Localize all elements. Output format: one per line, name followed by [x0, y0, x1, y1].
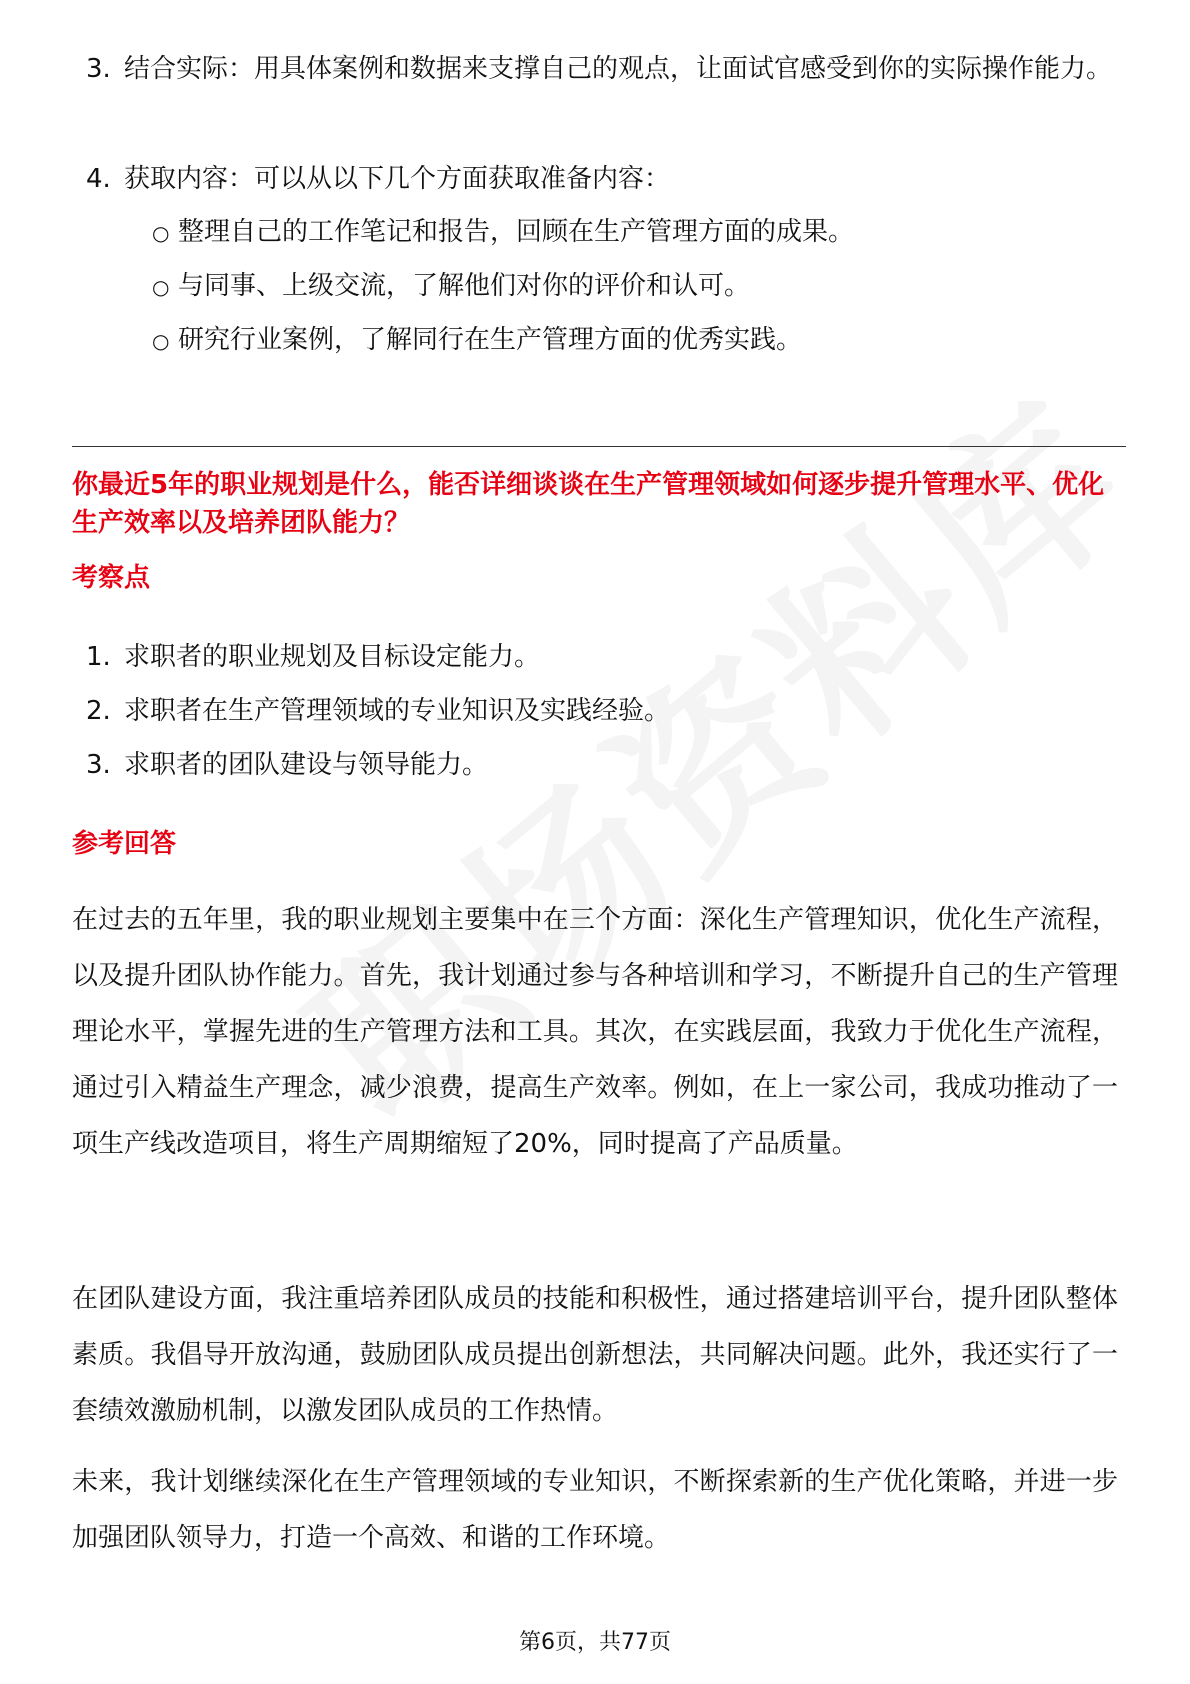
page-number: 第6页，共77页	[519, 1630, 671, 1655]
bullet-circle-icon: ○	[152, 329, 170, 353]
list-item-number: 1.	[86, 642, 111, 672]
list-item-text: 求职者在生产管理领域的专业知识及实践经验。	[124, 696, 671, 726]
list-item-text: 求职者的团队建设与领导能力。	[124, 750, 489, 780]
sub-list-item-text: 与同事、上级交流，了解他们对你的评价和认可。	[178, 271, 751, 301]
sub-list-item	[152, 311, 1112, 370]
sub-list-item-text: 整理自己的工作笔记和报告，回顾在生产管理方面的成果。	[178, 217, 855, 247]
list-item-number: 3.	[86, 54, 111, 84]
list-item	[72, 736, 1112, 794]
list-item-text: 求职者的职业规划及目标设定能力。	[124, 642, 541, 672]
sub-list-item-text: 研究行业案例，了解同行在生产管理方面的优秀实践。	[178, 325, 803, 355]
question-title: 你最近5年的职业规划是什么，能否详细谈谈在生产管理领域如何逐步提升管理水平、优化生产效率以及培养团队能力？	[72, 470, 1105, 538]
list-item	[72, 40, 1112, 98]
sub-list-item	[152, 203, 1112, 262]
list-item-text: 结合实际：用具体案例和数据来支撑自己的观点，让面试官感受到你的实际操作能力。	[124, 54, 1113, 84]
list-item-number: 2.	[86, 696, 111, 726]
list-item	[72, 682, 1112, 740]
answer-paragraph: 未来，我计划继续深化在生产管理领域的专业知识，不断探索新的生产优化策略，并进一步加强团队领导力，打造一个高效、和谐的工作环境。	[72, 1467, 1118, 1553]
bullet-circle-icon: ○	[152, 275, 170, 299]
answer-paragraph: 在团队建设方面，我注重培养团队成员的技能和积极性，通过搭建培训平台，提升团队整体素质。我倡导开放沟通，鼓励团队成员提出创新想法，共同解决问题。此外，我还实行了一套绩效激励机制，以激发团队成员的工作热情。	[72, 1284, 1118, 1426]
answer-paragraph: 在过去的五年里，我的职业规划主要集中在三个方面：深化生产管理知识，优化生产流程，以及提升团队协作能力。首先，我计划通过参与各种培训和学习，不断提升自己的生产管理理论水平，掌握先进的生产管理方法和工具。其次，在实践层面，我致力于优化生产流程，通过引入精益生产理念，减少浪费，提高生产效率。例如，在上一家公司，我成功推动了一项生产线改造项目，将生产周期缩短了20%，同时提高了产品质量。	[72, 905, 1118, 1159]
bullet-circle-icon: ○	[152, 221, 170, 245]
section-heading-focus: 考察点	[72, 563, 151, 593]
section-heading-answer: 参考回答	[72, 829, 177, 859]
sub-list-item	[152, 257, 1112, 316]
list-item-text: 获取内容：可以从以下几个方面获取准备内容：	[124, 164, 671, 194]
list-item-number: 4.	[86, 164, 111, 194]
list-item	[72, 150, 1112, 208]
list-item	[72, 628, 1112, 686]
section-divider	[72, 446, 1126, 447]
list-item-number: 3.	[86, 750, 111, 780]
